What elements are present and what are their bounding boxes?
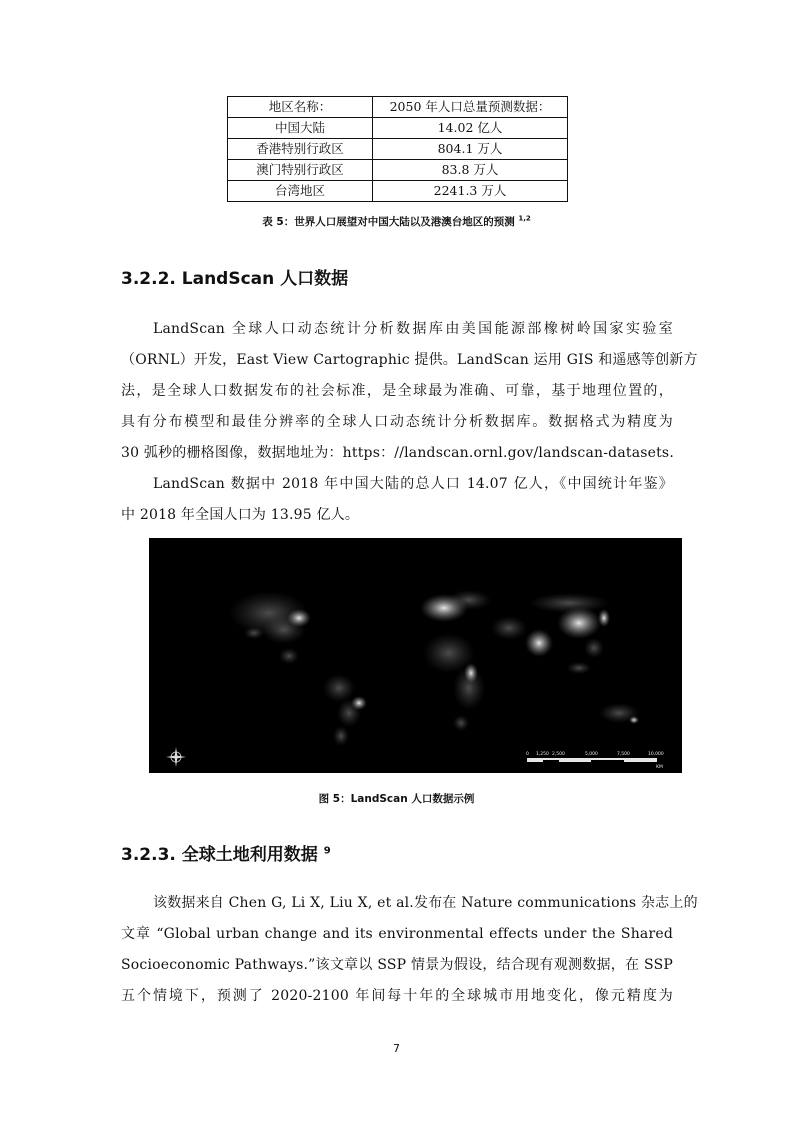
table-cell: 香港特别行政区 [228, 139, 373, 160]
table-cell: 台湾地区 [228, 181, 373, 202]
europe-africa-lights [420, 590, 491, 731]
south-america-lights [323, 674, 367, 746]
paragraph-line: Socioeconomic Pathways.”该文章以 SSP 情景为假设，结合现有观测数据，在 SSP [121, 957, 673, 973]
asia-lights [491, 593, 610, 674]
paragraph-line: LandScan 全球人口动态统计分析数据库由美国能源部橡树岭国家实验室 [153, 321, 673, 337]
section-heading-text: 3.2.3. 全球土地利用数据 [121, 845, 318, 865]
table-row [228, 181, 568, 202]
population-forecast-table [227, 96, 568, 202]
page-number: 7 [393, 1042, 400, 1055]
paragraph-line: 中 2018 年全国人口为 13.95 亿人。 [121, 507, 360, 523]
scale-label: 5,000 [585, 752, 598, 757]
scale-bar-line [527, 758, 657, 760]
table-caption-text: 表 5：世界人口展望对中国大陆以及港澳台地区的预测 [262, 216, 515, 228]
table-cell: 83.8 万人 [373, 160, 568, 181]
map-scale-bar [526, 751, 664, 770]
table-cell: 澳门特别行政区 [228, 160, 373, 181]
paragraph-line: 五个情境下，预测了 2020-2100 年间每十年的全球城市用地变化，像元精度为 [121, 988, 673, 1004]
paragraph-line: 具有分布模型和最佳分辨率的全球人口动态统计分析数据库。数据格式为精度为 [121, 414, 673, 430]
section-heading-ref: 9 [323, 845, 331, 857]
paragraph-line: 法，是全球人口数据发布的社会标准，是全球最为准确、可靠，基于地理位置的， [121, 383, 673, 399]
table-header-row [228, 97, 568, 118]
scale-label: 1,250 [536, 752, 549, 757]
paragraph-line: 30 弧秒的栅格图像，数据地址为：https：//landscan.ornl.gov/landscan-datasets. [121, 445, 674, 461]
scale-label: 0 [526, 752, 529, 757]
table-cell: 中国大陆 [228, 118, 373, 139]
table-row [228, 118, 568, 139]
scale-label: 2,500 [552, 752, 565, 757]
world-night-map [149, 538, 682, 773]
compass-rose-icon [166, 747, 186, 767]
table-row [228, 160, 568, 181]
table-caption [0, 214, 793, 229]
section-heading-landuse [121, 840, 331, 865]
table-header-cell: 地区名称： [228, 97, 373, 118]
paragraph-line: （ORNL）开发，East View Cartographic 提供。LandScan 运用 GIS 和遥感等创新方 [121, 352, 698, 368]
section-heading-landscan: 3.2.2. LandScan 人口数据 [121, 269, 349, 289]
table-caption-ref: 1,2 [518, 214, 531, 223]
scale-label: 7,500 [617, 752, 630, 757]
north-america-lights [229, 591, 311, 664]
table-cell: 804.1 万人 [373, 139, 568, 160]
table-header-cell: 2050 年人口总量预测数据： [373, 97, 568, 118]
figure-caption: 图 5：LandScan 人口数据示例 [318, 793, 475, 805]
paragraph-line: 文章 “Global urban change and its environmental effects under the Shared [121, 926, 673, 942]
paragraph-line: 该数据来自 Chen G, Li X, Liu X, et al.发布在 Nature communications 杂志上的 [153, 895, 698, 911]
landscan-map-figure [149, 538, 682, 773]
table-cell: 14.02 亿人 [373, 118, 568, 139]
scale-unit: KM [656, 765, 663, 770]
table-row [228, 139, 568, 160]
australia-lights [599, 703, 639, 724]
scale-label: 10,000 [648, 752, 664, 757]
table-cell: 2241.3 万人 [373, 181, 568, 202]
paragraph-line: LandScan 数据中 2018 年中国大陆的总人口 14.07 亿人，《中国统计年鉴》 [153, 476, 673, 492]
